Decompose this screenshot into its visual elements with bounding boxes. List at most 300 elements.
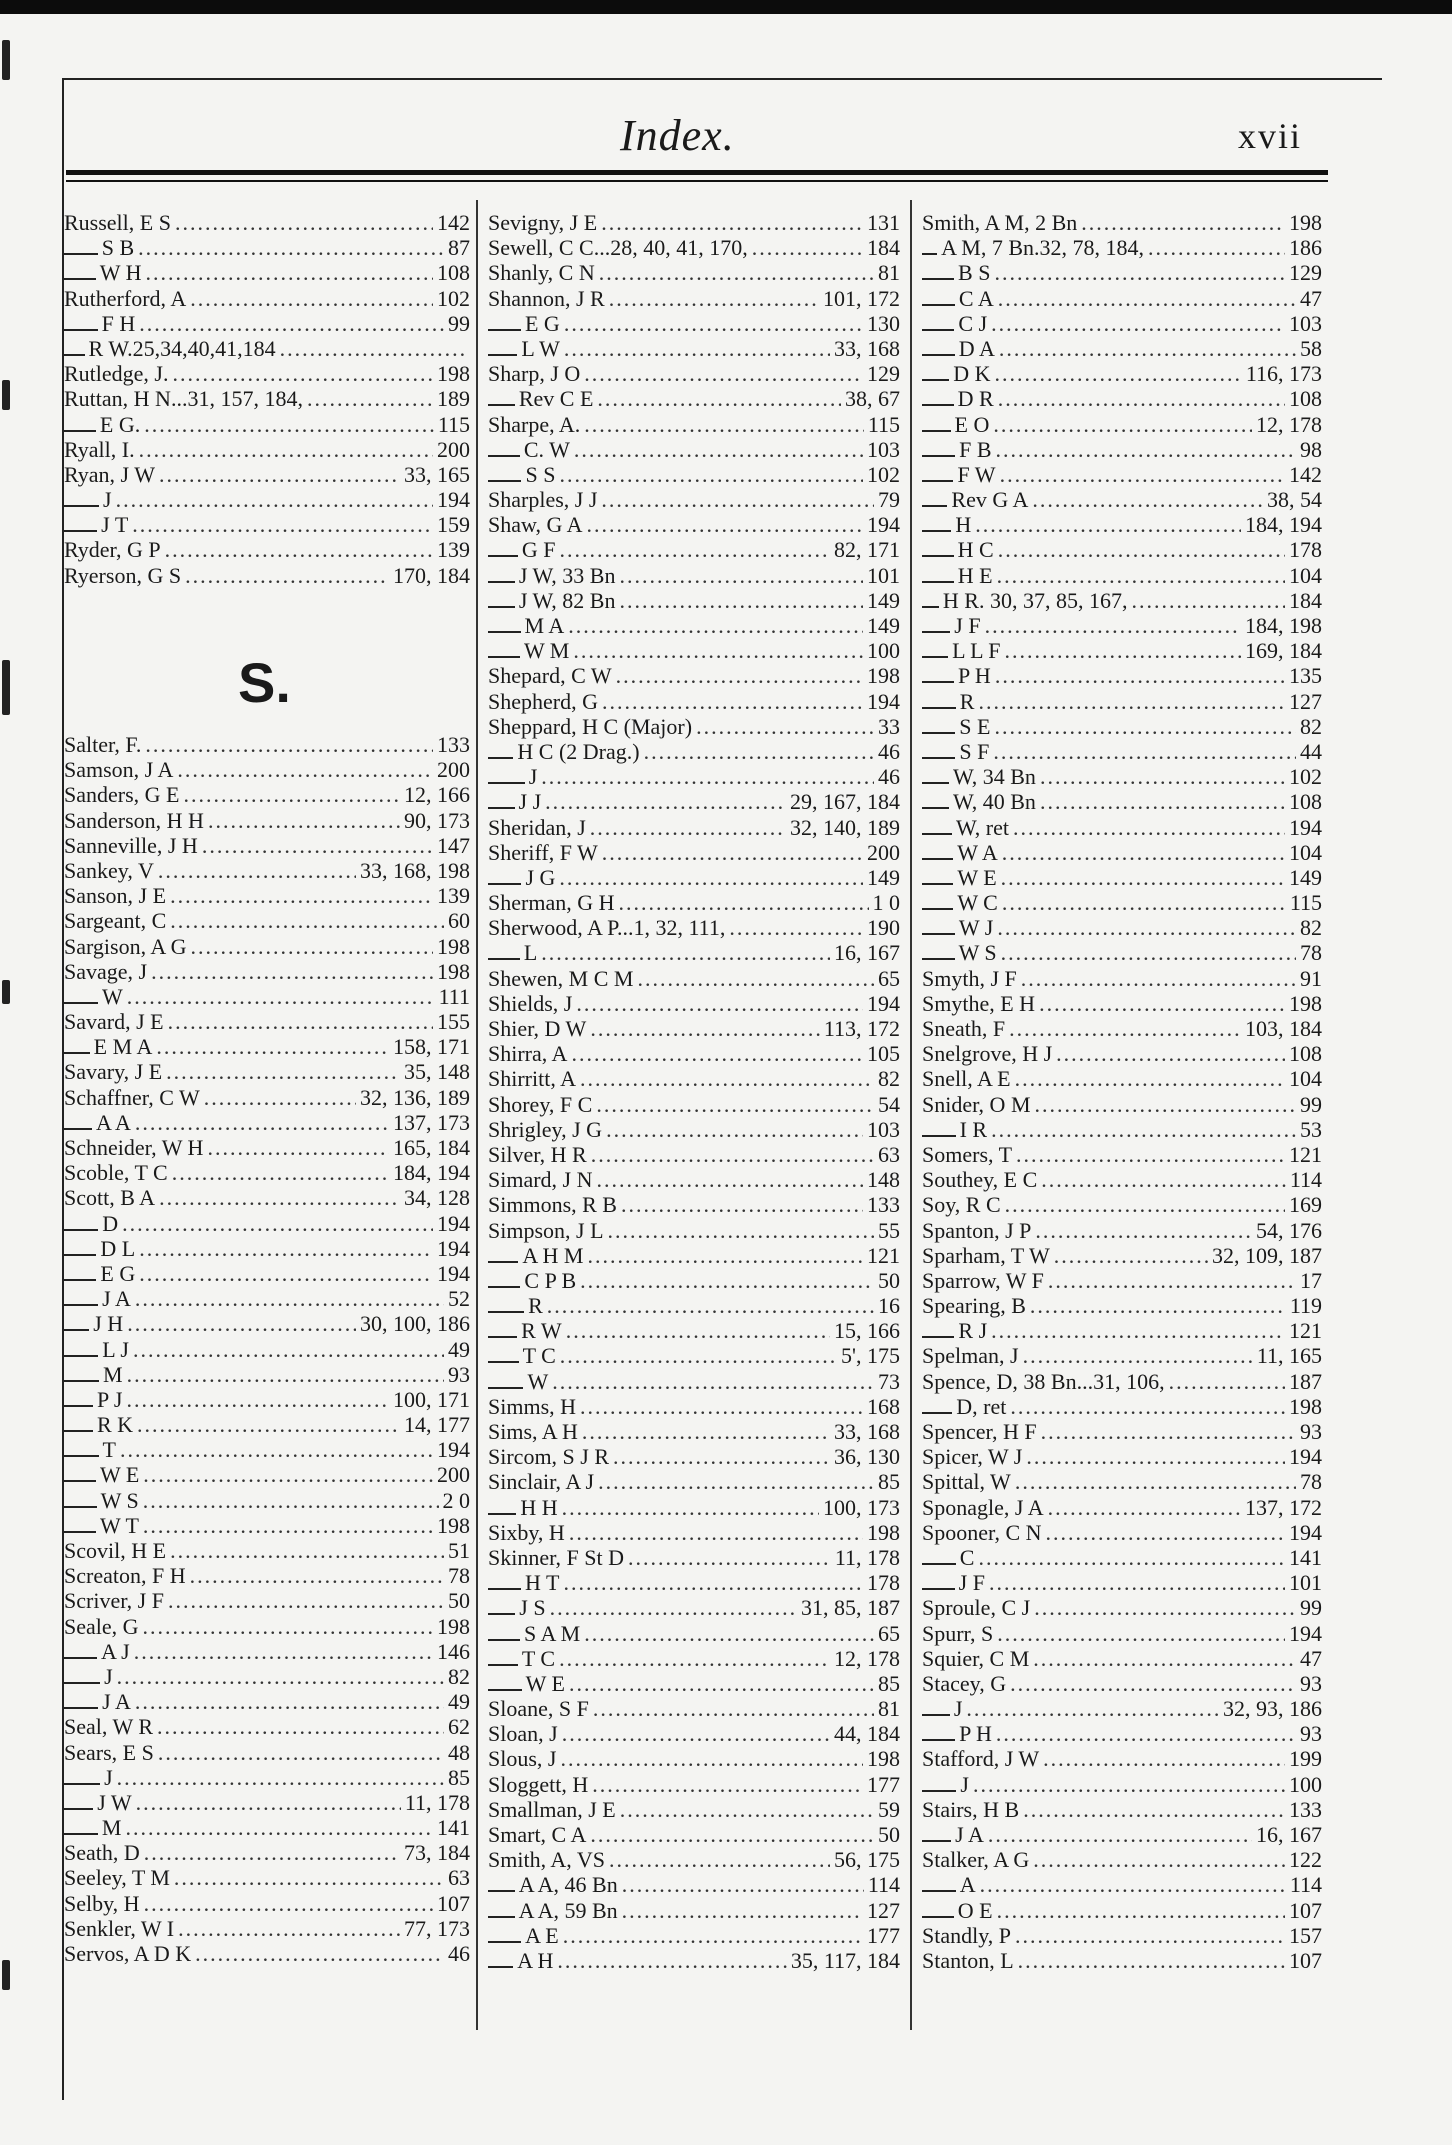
- binding-mark: [2, 40, 10, 80]
- index-entry: [922, 386, 1322, 411]
- dot-leader: [1021, 966, 1296, 991]
- entry-name: Sloane, S F: [488, 1696, 589, 1722]
- entry-name: Spence, D, 38 Bn...31, 106,: [922, 1368, 1165, 1394]
- entry-name: Russell, E S: [64, 210, 171, 235]
- entry-name: E M A: [93, 1034, 153, 1060]
- entry-pages: 81: [878, 1696, 900, 1722]
- dot-leader: [117, 1765, 444, 1790]
- entry-pages: 33, 168: [834, 335, 900, 361]
- index-entry: [64, 1614, 470, 1639]
- index-entry: [488, 462, 900, 487]
- entry-name: Scovil, H E: [64, 1538, 167, 1563]
- dot-leader: [571, 1041, 863, 1066]
- index-entry: [488, 865, 900, 890]
- entry-pages: 149: [867, 613, 900, 638]
- dot-leader: [178, 1916, 400, 1941]
- ditto-rule: [64, 1405, 93, 1407]
- dot-leader: [1034, 1595, 1296, 1620]
- entry-pages: 186: [1289, 235, 1322, 261]
- ditto-rule: [64, 1254, 96, 1256]
- dot-leader: [183, 782, 400, 807]
- binding-mark: [2, 980, 10, 1004]
- entry-name: P J: [96, 1386, 123, 1412]
- index-entry: [488, 1772, 900, 1797]
- entry-name: Smart, C A: [488, 1822, 587, 1847]
- entry-pages: 142: [1289, 461, 1322, 487]
- dot-leader: [991, 311, 1285, 336]
- entry-pages: 198: [867, 1746, 900, 1772]
- ditto-rule: [488, 1311, 524, 1313]
- entry-pages: 129: [1289, 260, 1322, 286]
- entry-name: J A: [955, 1822, 984, 1847]
- dot-leader: [613, 1444, 830, 1469]
- index-entry: [488, 1923, 900, 1948]
- entry-name: Smythe, E H: [922, 990, 1036, 1016]
- index-entry: [488, 1066, 900, 1091]
- dot-leader: [143, 1462, 433, 1487]
- ditto-rule: [488, 958, 520, 960]
- dot-leader: [584, 412, 864, 437]
- index-entry: [922, 1923, 1322, 1948]
- index-entry: [488, 1444, 900, 1469]
- dot-leader: [560, 1343, 837, 1368]
- entry-pages: 100, 173: [823, 1494, 900, 1520]
- ditto-rule: [922, 1135, 956, 1137]
- dot-leader: [973, 1772, 1285, 1797]
- dot-leader: [1018, 1948, 1285, 1973]
- entry-name: Stairs, H B: [922, 1796, 1020, 1822]
- dot-leader: [597, 1167, 864, 1192]
- index-entry: [488, 1419, 900, 1444]
- entry-name: W, 40 Bn: [953, 789, 1036, 815]
- entry-name: W S: [100, 1487, 139, 1513]
- entry-pages: 178: [1289, 537, 1322, 563]
- entry-pages: 91: [1300, 965, 1322, 991]
- entry-name: H R. 30, 37, 85, 167,: [942, 587, 1128, 613]
- index-entry: [64, 858, 470, 883]
- dot-leader: [1041, 1419, 1296, 1444]
- entry-pages: 184, 194: [1245, 512, 1322, 538]
- entry-pages: 194: [867, 688, 900, 714]
- index-entry: [64, 1513, 470, 1538]
- dot-leader: [159, 1185, 400, 1210]
- dot-leader: [569, 1671, 874, 1696]
- entry-pages: 82, 171: [834, 537, 900, 563]
- dot-leader: [1040, 764, 1285, 789]
- index-entry: [488, 1520, 900, 1545]
- index-entry: [922, 1419, 1322, 1444]
- ditto-rule: [488, 455, 520, 457]
- entry-pages: 142: [437, 210, 470, 235]
- index-entry: [922, 1142, 1322, 1167]
- entry-name: Sparham, T W: [922, 1242, 1050, 1268]
- index-entry: [64, 1538, 470, 1563]
- entry-pages: 103: [867, 1116, 900, 1142]
- ditto-rule: [64, 1707, 98, 1709]
- ditto-rule: [64, 1128, 92, 1130]
- dot-leader: [144, 1891, 433, 1916]
- index-entry: [922, 437, 1322, 462]
- dot-leader: [144, 412, 434, 437]
- entry-name: Shields, J: [488, 990, 573, 1016]
- entry-name: Spencer, H F: [922, 1419, 1037, 1444]
- entry-pages: 34, 128: [404, 1185, 470, 1211]
- dot-leader: [1032, 487, 1263, 512]
- entry-name: L W: [521, 335, 560, 361]
- entry-name: A A, 46 Bn: [518, 1872, 618, 1898]
- entry-pages: 101: [867, 562, 900, 588]
- index-entry: [922, 714, 1322, 739]
- dot-leader: [996, 437, 1296, 462]
- index-entry: [64, 1211, 470, 1236]
- index-entry: [64, 908, 470, 933]
- entry-name: Servos, A D K: [64, 1941, 192, 1966]
- dot-leader: [126, 1387, 389, 1412]
- entry-name: O E: [957, 1897, 993, 1923]
- ditto-rule: [922, 278, 954, 280]
- entry-pages: 11, 178: [404, 1789, 470, 1815]
- dot-leader: [590, 1822, 874, 1847]
- entry-pages: 82: [448, 1663, 470, 1689]
- dot-leader: [127, 1311, 356, 1336]
- index-entry: [64, 235, 470, 260]
- ditto-rule: [64, 1052, 90, 1054]
- dot-leader: [573, 638, 863, 663]
- page-number: xvii: [1238, 116, 1303, 156]
- entry-pages: 53: [1300, 1116, 1322, 1142]
- index-entry: [488, 260, 900, 285]
- ditto-rule: [64, 1380, 99, 1382]
- entry-pages: 44: [1300, 738, 1322, 764]
- entry-pages: 33: [878, 713, 900, 739]
- entry-name: W M: [523, 638, 570, 664]
- entry-pages: 169, 184: [1245, 638, 1322, 664]
- entry-pages: 32, 136, 189: [360, 1084, 470, 1110]
- index-entry: [488, 1696, 900, 1721]
- entry-pages: 103: [867, 436, 900, 462]
- entry-pages: 198: [1289, 210, 1322, 235]
- entry-name: Standly, P: [922, 1922, 1012, 1948]
- index-entry: [488, 588, 900, 613]
- entry-name: Silver, H R: [488, 1141, 587, 1167]
- ditto-rule: [922, 908, 953, 910]
- index-entry: [488, 210, 900, 235]
- entry-pages: 108: [1289, 1041, 1322, 1067]
- index-entry: [64, 1110, 470, 1135]
- index-entry: [64, 1563, 470, 1588]
- index-entry: [922, 915, 1322, 940]
- entry-name: R: [959, 688, 975, 714]
- dot-leader: [998, 537, 1285, 562]
- index-entry: [922, 1117, 1322, 1142]
- dot-leader: [596, 1092, 874, 1117]
- entry-pages: 198: [1289, 990, 1322, 1016]
- index-entry: [922, 311, 1322, 336]
- entry-pages: 148: [867, 1167, 900, 1193]
- ditto-rule: [488, 631, 521, 633]
- dot-leader: [609, 286, 819, 311]
- entry-pages: 107: [1289, 1947, 1322, 1973]
- entry-pages: 194: [437, 1260, 470, 1286]
- index-entry: [922, 1066, 1322, 1091]
- index-entry: [64, 732, 470, 757]
- section-letter: S.: [238, 651, 291, 714]
- entry-pages: 177: [867, 1922, 900, 1948]
- entry-pages: 73, 184: [404, 1840, 470, 1866]
- index-entry: [488, 940, 900, 965]
- entry-pages: 63: [878, 1141, 900, 1167]
- header-rule-thin: [66, 180, 1328, 182]
- entry-pages: 17: [1300, 1267, 1322, 1293]
- dot-leader: [602, 689, 863, 714]
- entry-pages: 121: [1289, 1141, 1322, 1167]
- ditto-rule: [488, 1387, 523, 1389]
- entry-pages: 30, 100, 186: [360, 1311, 470, 1337]
- index-entry: [64, 782, 470, 807]
- index-entry: [488, 1318, 900, 1343]
- entry-pages: 194: [437, 487, 470, 513]
- ditto-rule: [64, 1682, 100, 1684]
- entry-name: F B: [959, 436, 992, 462]
- entry-pages: 31, 85, 187: [801, 1595, 900, 1621]
- entry-name: Sanders, G E: [64, 782, 180, 808]
- entry-name: S B: [101, 235, 135, 261]
- entry-name: W E: [957, 864, 997, 890]
- ditto-rule: [488, 1336, 517, 1338]
- entry-name: Snell, A E: [922, 1066, 1011, 1092]
- entry-name: A J: [101, 1638, 130, 1664]
- ditto-rule: [922, 1790, 956, 1792]
- index-entry: [488, 1847, 900, 1872]
- entry-name: Ruttan, H N...31, 157, 184,: [64, 386, 303, 412]
- index-entry: [488, 1898, 900, 1923]
- entry-pages: 108: [1289, 789, 1322, 815]
- entry-name: Smith, A, VS: [488, 1847, 605, 1873]
- dot-leader: [143, 1513, 433, 1538]
- ditto-rule: [922, 480, 953, 482]
- index-entry: [488, 915, 900, 940]
- entry-pages: 65: [878, 1620, 900, 1646]
- entry-pages: 54, 176: [1256, 1217, 1322, 1243]
- index-entry: [488, 1621, 900, 1646]
- ditto-rule: [922, 1916, 954, 1918]
- dot-leader: [117, 1664, 444, 1689]
- entry-name: Simms, H: [488, 1393, 577, 1419]
- entry-name: Rutledge, J.: [64, 361, 169, 387]
- index-entry: [922, 563, 1322, 588]
- entry-pages: 137, 172: [1245, 1494, 1322, 1520]
- dot-leader: [608, 1218, 874, 1243]
- entry-pages: 12, 166: [404, 782, 470, 808]
- index-entry: [922, 1570, 1322, 1595]
- dot-leader: [557, 1948, 786, 1973]
- ditto-rule: [922, 606, 939, 608]
- entry-name: W E: [99, 1462, 140, 1488]
- ditto-rule: [922, 858, 953, 860]
- dot-leader: [1039, 991, 1285, 1016]
- entry-name: Sevigny, J E: [488, 210, 598, 235]
- entry-pages: 50: [448, 1588, 470, 1614]
- index-entry: [488, 1570, 900, 1595]
- index-column-2: [488, 210, 900, 1973]
- index-entry: [64, 1740, 470, 1765]
- index-entry: [64, 260, 470, 285]
- entry-pages: 194: [1289, 1620, 1322, 1646]
- index-entry: [64, 487, 470, 512]
- index-entry: [488, 386, 900, 411]
- ditto-rule: [922, 883, 953, 885]
- entry-name: Sloggett, H: [488, 1771, 589, 1797]
- dot-leader: [120, 1437, 433, 1462]
- entry-name: J G: [525, 864, 556, 890]
- entry-pages: 79: [878, 487, 900, 513]
- index-entry: [922, 991, 1322, 1016]
- dot-leader: [994, 714, 1296, 739]
- dot-leader: [563, 1570, 863, 1595]
- index-entry: [488, 235, 900, 260]
- dot-leader: [1001, 865, 1285, 890]
- dot-leader: [1048, 1495, 1241, 1520]
- ditto-rule: [64, 1833, 98, 1835]
- entry-pages: 190: [867, 915, 900, 941]
- dot-leader: [1001, 940, 1296, 965]
- entry-name: Snider, O M: [922, 1091, 1031, 1117]
- ditto-rule: [922, 505, 947, 507]
- index-entry: [64, 1840, 470, 1865]
- entry-name: Shepherd, G: [488, 688, 598, 714]
- entry-name: Shanly, C N: [488, 260, 595, 286]
- entry-pages: 103: [1289, 310, 1322, 336]
- index-entry: [488, 1268, 900, 1293]
- entry-name: J: [104, 1764, 113, 1790]
- entry-pages: 184, 194: [393, 1160, 470, 1186]
- index-entry: [922, 840, 1322, 865]
- dot-leader: [552, 1369, 874, 1394]
- entry-name: W H: [99, 260, 142, 286]
- entry-name: Somers, T: [922, 1141, 1013, 1167]
- ditto-rule: [922, 379, 949, 381]
- entry-pages: 50: [878, 1822, 900, 1847]
- entry-pages: 198: [437, 1512, 470, 1538]
- index-entry: [922, 1268, 1322, 1293]
- dot-leader: [143, 1488, 439, 1513]
- dot-leader: [1148, 235, 1285, 260]
- dot-leader: [190, 286, 433, 311]
- entry-pages: 46: [878, 738, 900, 764]
- entry-pages: 157: [1289, 1922, 1322, 1948]
- entry-name: C P B: [524, 1267, 577, 1293]
- dot-leader: [1009, 1016, 1241, 1041]
- index-entry: [488, 613, 900, 638]
- ditto-rule: [64, 430, 96, 432]
- entry-name: Sanneville, J H: [64, 832, 198, 858]
- index-entry: [488, 1721, 900, 1746]
- entry-name: Rutherford, A: [64, 285, 187, 311]
- entry-pages: 46: [878, 764, 900, 790]
- entry-pages: 32, 140, 189: [790, 814, 900, 840]
- dot-leader: [170, 883, 433, 908]
- dot-leader: [1015, 1066, 1285, 1091]
- entry-name: E G: [524, 310, 560, 336]
- ditto-rule: [922, 555, 954, 557]
- entry-pages: 104: [1289, 1066, 1322, 1092]
- entry-name: E G: [100, 1260, 136, 1286]
- entry-pages: 15, 166: [834, 1318, 900, 1344]
- entry-name: D K: [953, 361, 991, 387]
- dot-leader: [622, 1898, 863, 1923]
- entry-name: Sheridan, J: [488, 814, 586, 840]
- dot-leader: [165, 537, 433, 562]
- index-entry: [488, 361, 900, 386]
- index-entry: [922, 1469, 1322, 1494]
- entry-pages: 82: [1300, 713, 1322, 739]
- dot-leader: [997, 563, 1285, 588]
- entry-pages: 46: [448, 1941, 470, 1966]
- dot-leader: [568, 613, 863, 638]
- ditto-rule: [64, 1002, 98, 1004]
- entry-pages: 32, 109, 187: [1212, 1242, 1322, 1268]
- dot-leader: [159, 462, 400, 487]
- dot-leader: [1030, 1293, 1286, 1318]
- index-entry: [488, 689, 900, 714]
- index-entry: [64, 1941, 470, 1966]
- dot-leader: [1005, 1192, 1285, 1217]
- entry-pages: 107: [1289, 1897, 1322, 1923]
- entry-name: Shannon, J R: [488, 285, 605, 311]
- entry-name: L: [523, 940, 538, 966]
- entry-name: Smith, A M, 2 Bn: [922, 210, 1078, 235]
- index-entry: [488, 437, 900, 462]
- dot-leader: [190, 934, 433, 959]
- index-entry: [922, 1671, 1322, 1696]
- dot-leader: [207, 1135, 389, 1160]
- entry-name: Shirra, A: [488, 1041, 568, 1067]
- index-entry: [922, 361, 1322, 386]
- entry-name: J W: [97, 1789, 132, 1815]
- entry-pages: 100: [867, 638, 900, 664]
- entry-name: Sharpe, A.: [488, 411, 581, 437]
- binding-mark: [2, 660, 10, 715]
- ditto-rule: [488, 1513, 516, 1515]
- entry-pages: 115: [437, 411, 470, 437]
- index-entry: [922, 663, 1322, 688]
- dot-leader: [135, 1110, 389, 1135]
- dot-leader: [619, 588, 863, 613]
- dot-leader: [174, 1865, 444, 1890]
- index-entry: [64, 1437, 470, 1462]
- ditto-rule: [488, 480, 521, 482]
- index-entry: [488, 815, 900, 840]
- entry-name: Sherman, G H: [488, 890, 615, 916]
- entry-name: J W, 33 Bn: [518, 562, 616, 588]
- index-entry: [64, 808, 470, 833]
- index-entry: [922, 260, 1322, 285]
- index-entry: [64, 537, 470, 562]
- entry-name: J T: [101, 512, 129, 538]
- entry-name: J S: [519, 1595, 546, 1621]
- dot-leader: [997, 915, 1296, 940]
- entry-pages: 149: [1289, 864, 1322, 890]
- entry-pages: 33, 165: [404, 461, 470, 487]
- index-entry: [488, 412, 900, 437]
- index-column-3: [922, 210, 1322, 1973]
- entry-name: M A: [524, 613, 565, 638]
- entry-name: Sheriff, F W: [488, 839, 598, 865]
- entry-pages: 2 0: [442, 1487, 470, 1513]
- index-column-1-bottom: [64, 732, 470, 1966]
- dot-leader: [1040, 789, 1285, 814]
- index-entry: [64, 412, 470, 437]
